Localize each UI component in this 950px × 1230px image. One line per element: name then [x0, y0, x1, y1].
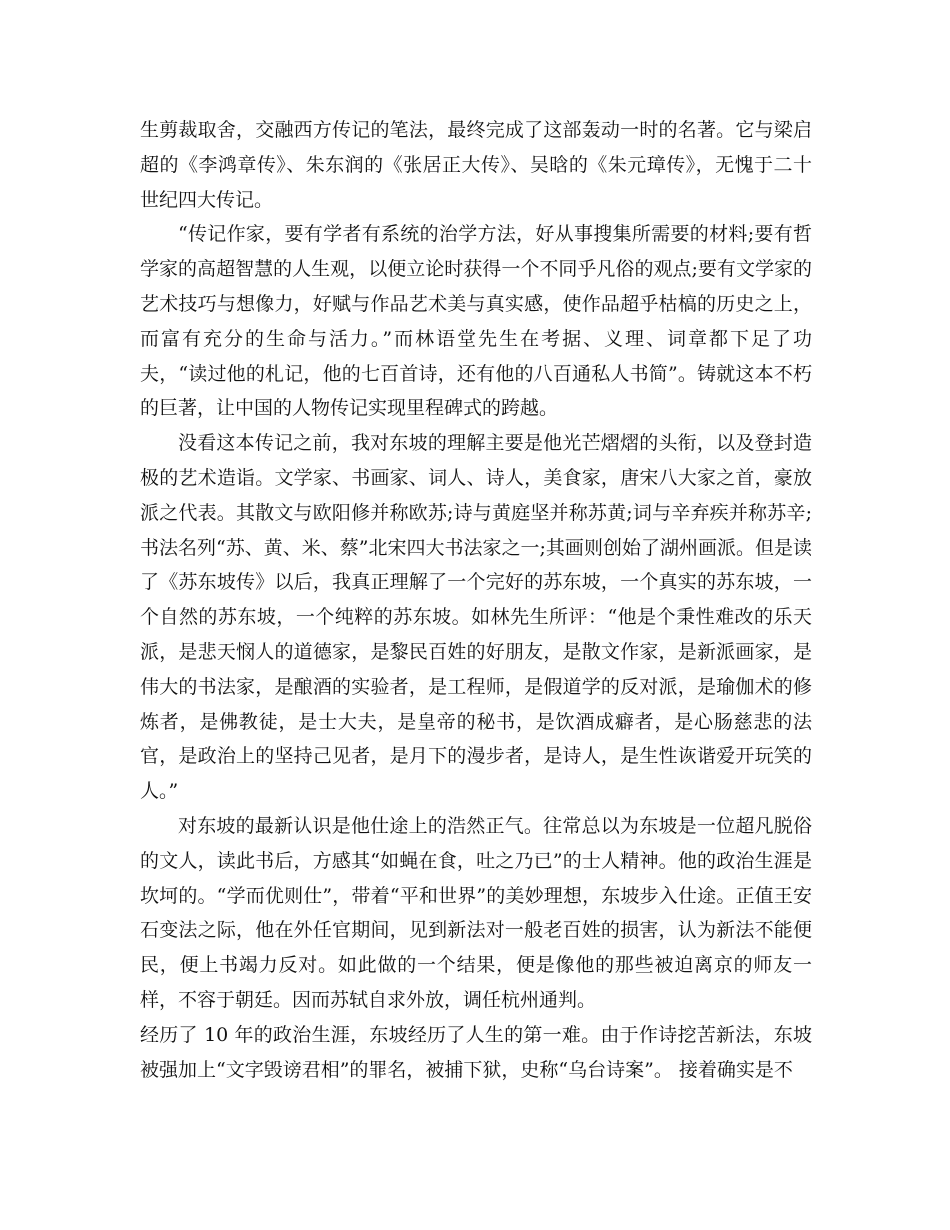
paragraph-3: 没看这本传记之前，我对东坡的理解主要是他光芒熠熠的头衔，以及登封造极的艺术造诣。文学家、书画家、词人、诗人，美食家，唐宋八大家之首，豪放派之代表。其散文与欧阳修并称欧苏;诗与黄庭坚并称苏黄;词与辛弃疾并称苏辛;书法名列“苏、黄、米、蔡”北宋四大书法家之一;其画则创始了湖州画派。但是读了《苏东坡传》以后，我真正理解了一个完好的苏东坡，一个真实的苏东坡，一个自然的苏东坡，一个纯粹的苏东坡。如林先生所评：“他是个秉性难改的乐天派，是悲天悯人的道德家，是黎民百姓的好朋友，是散文作家，是新派画家，是伟大的书法家，是酿酒的实验者，是工程师，是假道学的反对派，是瑜伽术的修炼者，是佛教徒，是士大夫，是皇帝的秘书，是饮酒成癖者，是心肠慈悲的法官，是政治上的坚持己见者，是月下的漫步者，是诗人，是生性诙谐爱开玩笑的人。” — [140, 432, 812, 803]
body-text — [140, 113, 812, 1087]
paragraph-5: 经历了 10 年的政治生涯，东坡经历了人生的第一难。由于作诗挖苦新法，东坡被强加上“文字毁谤君相”的罪名，被捕下狱，史称“乌台诗案”。 接着确实是不 — [140, 1023, 812, 1081]
paragraph-4: 对东坡的最新认识是他仕途上的浩然正气。往常总以为东坡是一位超凡脱俗的文人，读此书后，方感其“如蝇在食，吐之乃已”的士人精神。他的政治生涯是坎坷的。“学而优则仕”，带着“平和世界”的美妙理想，东坡步入仕途。正值王安石变法之际，他在外任官期间，见到新法对一般老百姓的损害，认为新法不能便民，便上书竭力反对。如此做的一个结果，便是像他的那些被迫离京的师友一样，不容于朝廷。因而苏轼自求外放，调任杭州通判。 — [140, 814, 812, 1011]
paragraph-2: “传记作家，要有学者有系统的治学方法，好从事搜集所需要的材料;要有哲学家的高超智慧的人生观，以便立论时获得一个不同乎凡俗的观点;要有文学家的艺术技巧与想像力，好赋与作品艺术美与真实感，使作品超乎枯槁的历史之上，而富有充分的生命与活力。”而林语堂先生在考据、义理、词章都下足了功夫，“读过他的札记，他的七百首诗，还有他的八百通私人书简”。铸就这本不朽的巨著，让中国的人物传记实现里程碑式的跨越。 — [140, 223, 812, 420]
paragraph-1: 生剪裁取舍，交融西方传记的笔法，最终完成了这部轰动一时的名著。它与梁启超的《李鸿章传》、朱东润的《张居正大传》、吴晗的《朱元璋传》，无愧于二十世纪四大传记。 — [140, 119, 812, 211]
